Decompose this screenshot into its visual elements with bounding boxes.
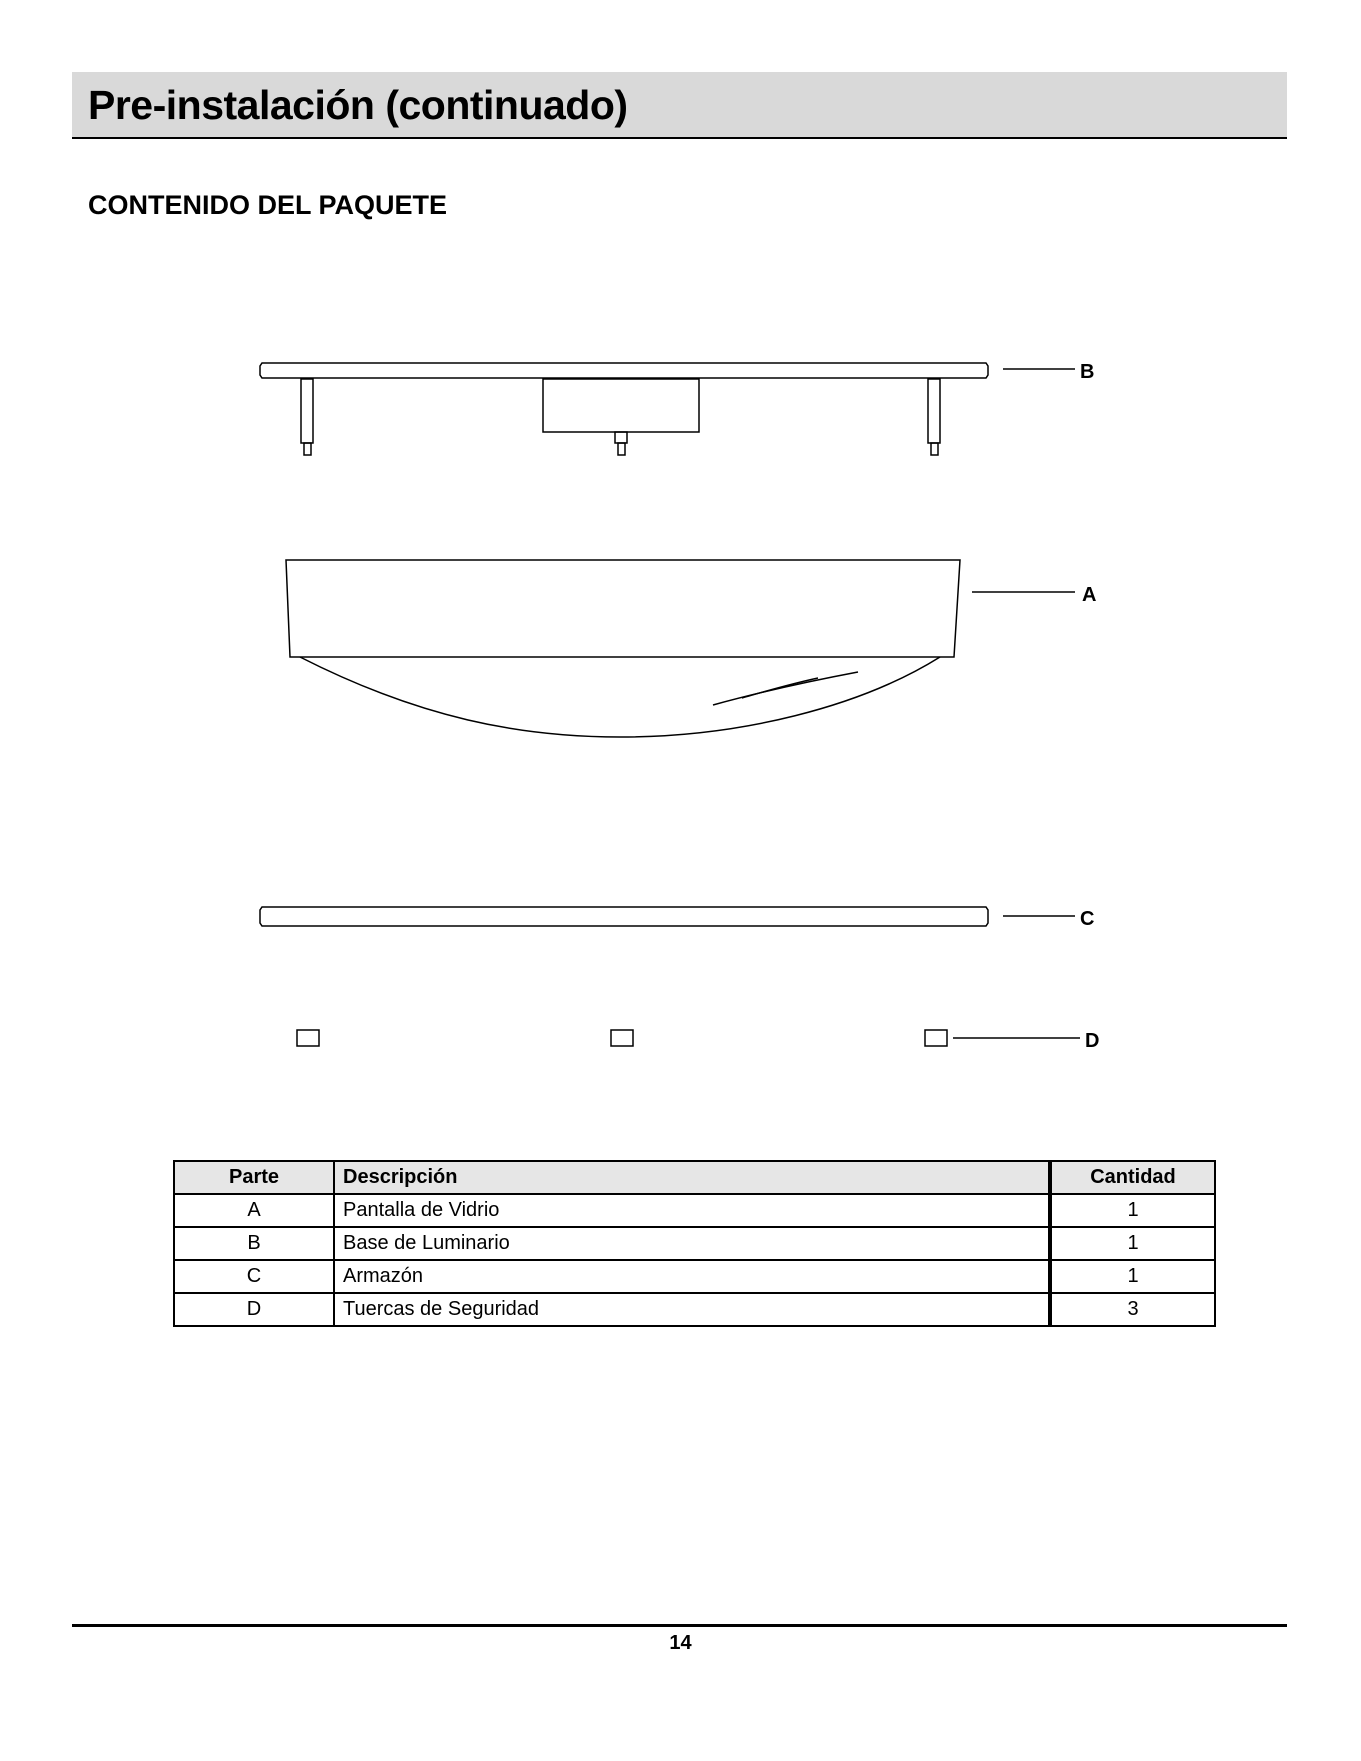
cell-quantity: 1 [1050,1260,1215,1293]
cell-quantity: 1 [1050,1227,1215,1260]
callout-c: C [1080,908,1095,930]
table-row [174,1194,1215,1227]
fixture-base-illustration [260,363,1075,455]
table-row [174,1227,1215,1260]
section-heading: CONTENIDO DEL PAQUETE [88,190,448,220]
lock-nuts-illustration [297,1030,1080,1046]
header-part: Parte [174,1161,334,1194]
cell-part: B [174,1227,334,1260]
parts-table [173,1160,1216,1327]
cell-description: Armazón [334,1260,1050,1293]
page-title: Pre-instalación (continuado) [88,82,628,128]
frame-illustration [260,907,1075,926]
footer-divider [72,1624,1287,1627]
cell-quantity: 3 [1050,1293,1215,1326]
cell-part: D [174,1293,334,1326]
table-header-row [174,1161,1215,1194]
cell-description: Base de Luminario [334,1227,1050,1260]
page-number: 14 [669,1632,692,1654]
header-description: Descripción [334,1161,1050,1194]
cell-part: C [174,1260,334,1293]
cell-description: Tuercas de Seguridad [334,1293,1050,1326]
callout-a: A [1082,584,1097,606]
glass-shade-illustration [286,560,1075,737]
callout-d: D [1085,1030,1100,1052]
header-quantity: Cantidad [1050,1161,1215,1194]
cell-description: Pantalla de Vidrio [334,1194,1050,1227]
cell-part: A [174,1194,334,1227]
cell-quantity: 1 [1050,1194,1215,1227]
table-row [174,1293,1215,1326]
table-row [174,1260,1215,1293]
callout-b: B [1080,361,1095,383]
